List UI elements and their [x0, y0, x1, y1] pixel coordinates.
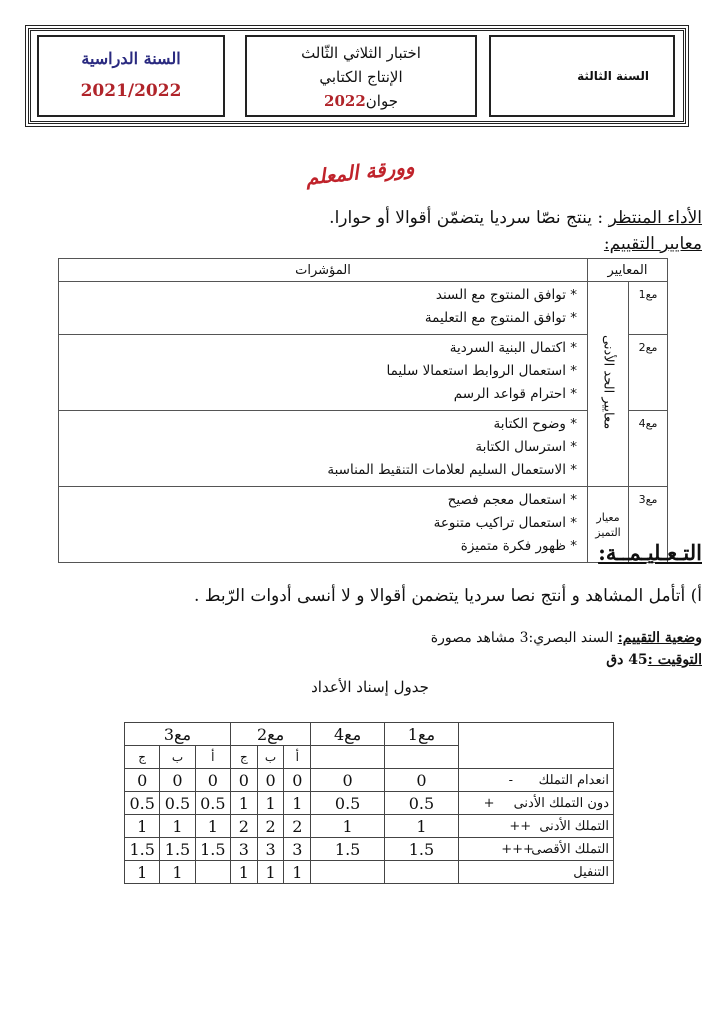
instruction-text: أ) أتأمل المشاهد و أنتج نصا سرديا يتضمن أقوالا و لا أنسى أدوات الرّبط . [193, 586, 702, 606]
score-cell: 0 [311, 769, 385, 792]
scoring-table-title: جدول إسناد الأعداد [311, 678, 429, 696]
sub-header: ب [160, 746, 195, 769]
sub-header: أ [284, 746, 311, 769]
blank-cell [385, 746, 459, 769]
blank-corner [458, 723, 613, 769]
exam-subject: الإنتاج الكتابي [319, 68, 403, 86]
instruction-heading: التـعـليـمــة: [598, 540, 702, 565]
school-year-value: 2021/2022 [80, 81, 182, 101]
score-cell: 1.5 [125, 838, 160, 861]
teacher-sheet-title: وورقة المعلم [304, 154, 416, 190]
exam-title: اختبار الثلاثي الثّالث [301, 44, 421, 62]
timing-value: 45 دق [606, 652, 648, 668]
table-row [125, 815, 614, 838]
mastery-level [458, 769, 613, 792]
table-row [125, 769, 614, 792]
expected-performance [329, 208, 702, 228]
indicators-header: المؤشرات [59, 259, 588, 282]
score-cell [311, 861, 385, 884]
crit-header: مع2 [230, 723, 310, 746]
exam-date [247, 89, 475, 113]
exam-title-box [245, 35, 477, 117]
sub-header: ج [230, 746, 257, 769]
sub-header: ب [257, 746, 284, 769]
score-cell: 0 [257, 769, 284, 792]
score-cell: 1 [257, 792, 284, 815]
crit-header: مع3 [125, 723, 231, 746]
score-cell: 1 [230, 861, 257, 884]
criteria-header: المعايير [588, 259, 668, 282]
table-row [125, 861, 614, 884]
expected-performance-label: الأداء المنتظر [608, 208, 702, 228]
indicator-list [59, 282, 588, 335]
mastery-level [458, 792, 613, 815]
blank-cell [311, 746, 385, 769]
indicator: * الاستعمال السليم لعلامات التنقيط المناسبة [327, 462, 577, 478]
score-cell: 1.5 [385, 838, 459, 861]
indicator-list [59, 487, 588, 563]
class-level: السنة الثالثة [577, 69, 649, 83]
score-cell: 1 [160, 861, 195, 884]
indicator-list [59, 411, 588, 487]
score-cell: 2 [230, 815, 257, 838]
timing [606, 652, 702, 668]
score-cell [195, 861, 230, 884]
indicator: * اكتمال البنية السردية [449, 340, 577, 356]
score-cell: 0 [230, 769, 257, 792]
scoring-header-row [125, 723, 614, 746]
minimum-criteria-label: معايير الحد الأدنى [600, 334, 616, 430]
mastery-symbol: + [483, 795, 495, 811]
criterion-code: مع3 [629, 487, 668, 563]
score-cell: 1 [125, 815, 160, 838]
situation-label: وضعية التقييم: [617, 630, 702, 646]
score-cell: 1 [160, 815, 195, 838]
score-cell: 0.5 [311, 792, 385, 815]
mastery-label: التملك الأدنى [539, 818, 609, 834]
criterion-code: مع1 [629, 282, 668, 335]
score-cell: 1 [195, 815, 230, 838]
table-row [59, 411, 668, 487]
score-cell: 1 [125, 861, 160, 884]
criteria-table-header [59, 259, 668, 282]
crit-header: مع1 [385, 723, 459, 746]
score-cell: 3 [284, 838, 311, 861]
score-cell: 1.5 [160, 838, 195, 861]
assessment-situation [431, 630, 702, 646]
score-cell: 1.5 [195, 838, 230, 861]
score-cell: 0.5 [385, 792, 459, 815]
minimum-criteria-group [588, 282, 629, 487]
indicator: * توافق المنتوج مع السند [435, 287, 577, 303]
score-cell: 3 [257, 838, 284, 861]
table-row [59, 282, 668, 335]
mastery-symbol: +++ [501, 841, 534, 857]
score-cell: 0 [385, 769, 459, 792]
situation-text: السند البصري:3 مشاهد مصورة [430, 630, 618, 646]
score-cell [385, 861, 459, 884]
indicator: * استعمال تراكيب متنوعة [433, 515, 577, 531]
indicator: * استعمال معجم فصيح [447, 492, 577, 508]
criteria-heading: معايير التقييم: [603, 234, 702, 254]
expected-performance-text: : ينتج نصّا سرديا يتضمّن أقوالا أو حوارا. [329, 208, 604, 228]
score-cell: 0 [284, 769, 311, 792]
score-cell: 1 [311, 815, 385, 838]
indicator-list [59, 335, 588, 411]
mastery-label: التنفيل [573, 864, 609, 880]
sub-header: أ [195, 746, 230, 769]
mastery-label: انعدام التملك [538, 772, 609, 788]
score-cell: 2 [257, 815, 284, 838]
score-cell: 1.5 [311, 838, 385, 861]
excellence-label-line: معيار [596, 510, 620, 524]
score-cell: 1 [230, 792, 257, 815]
mastery-symbol: ++ [509, 818, 532, 834]
score-cell: 1 [284, 792, 311, 815]
criterion-code: مع2 [629, 335, 668, 411]
indicator: * استرسال الكتابة [475, 439, 577, 455]
table-row [59, 335, 668, 411]
indicator: * استعمال الروابط استعمالا سليما [386, 363, 577, 379]
score-cell: 2 [284, 815, 311, 838]
exam-month: جوان [365, 92, 398, 110]
scoring-body [125, 769, 614, 884]
level-box [489, 35, 675, 117]
school-year-label: السنة الدراسية [81, 49, 181, 68]
table-row [125, 792, 614, 815]
exam-header [28, 28, 686, 124]
school-year-box [37, 35, 225, 117]
score-cell: 0.5 [125, 792, 160, 815]
score-cell: 0.5 [195, 792, 230, 815]
score-cell: 1 [284, 861, 311, 884]
timing-label: التوقيت : [647, 652, 702, 668]
indicator: * توافق المنتوج مع التعليمة [424, 310, 577, 326]
table-row [125, 838, 614, 861]
table-row [59, 487, 668, 563]
indicator: * وضوح الكتابة [493, 416, 577, 432]
mastery-label: التملك الأقصى [531, 841, 609, 857]
mastery-level [458, 861, 613, 884]
indicator: * ظهور فكرة متميزة [460, 538, 577, 554]
exam-year: 2022 [324, 92, 366, 110]
score-cell: 0 [195, 769, 230, 792]
sub-header: ج [125, 746, 160, 769]
crit-header: مع4 [311, 723, 385, 746]
mastery-level [458, 815, 613, 838]
score-cell: 0 [160, 769, 195, 792]
excellence-label-line: التميز [595, 525, 621, 539]
score-cell: 1 [257, 861, 284, 884]
score-cell: 0.5 [160, 792, 195, 815]
indicator: * احترام قواعد الرسم [453, 386, 577, 402]
mastery-level [458, 838, 613, 861]
score-cell: 3 [230, 838, 257, 861]
criteria-table [58, 258, 668, 563]
scoring-table [124, 722, 614, 884]
mastery-label: دون التملك الأدنى [513, 795, 609, 811]
criterion-code: مع4 [629, 411, 668, 487]
score-cell: 1 [385, 815, 459, 838]
mastery-symbol: - [508, 772, 514, 788]
score-cell: 0 [125, 769, 160, 792]
